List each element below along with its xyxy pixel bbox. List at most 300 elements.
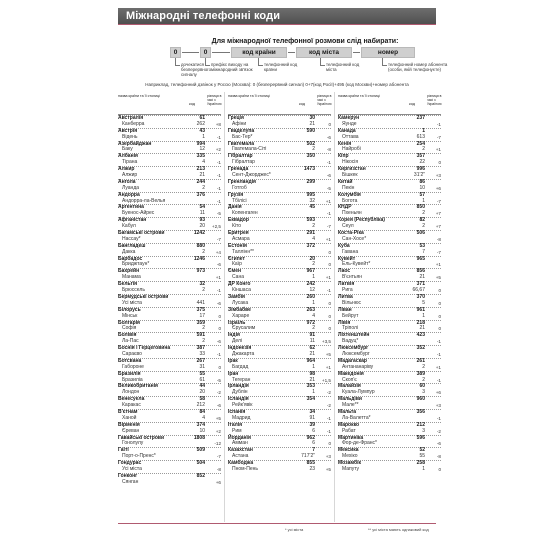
dial-code: 2 — [312, 146, 315, 153]
country-name: Ірландія — [228, 383, 249, 390]
dial-code: 61 — [199, 115, 205, 121]
time-difference: -7 — [436, 198, 441, 204]
dial-code: 441 — [196, 299, 205, 306]
dial-code: 61 — [199, 376, 205, 383]
dial-code: 267 — [196, 357, 205, 364]
country-name: Афганістан — [118, 217, 147, 224]
country-name: Естонія — [228, 242, 247, 249]
dial-code: 39 — [309, 421, 315, 428]
country-name: Гренландія — [228, 178, 256, 185]
dial-code: 299 — [306, 178, 315, 185]
country-name: Баку — [122, 146, 133, 153]
country-name: Бразилія — [118, 370, 141, 377]
dial-code: 20 — [199, 223, 205, 230]
country-name: Єреван — [122, 427, 140, 434]
time-difference: -1 — [436, 339, 441, 345]
country-name: Гватемала — [228, 140, 255, 147]
dial-code: 964 — [306, 357, 315, 364]
time-difference: 0 — [328, 300, 331, 306]
time-difference: +5 — [325, 466, 331, 472]
dial-code: 2 — [202, 287, 205, 294]
dial-code: 1473 — [303, 166, 315, 173]
dial-code: 213 — [196, 166, 205, 173]
country-name: Зімбабве — [228, 306, 251, 313]
country-name: Вадуц* — [342, 338, 359, 345]
dial-code: 20 — [199, 389, 205, 396]
dial-step-zero-2: 0 — [200, 47, 211, 58]
country-name: Литва — [338, 293, 353, 300]
time-difference: 0 — [438, 300, 441, 306]
dial-step-zero-1: 0 — [170, 47, 181, 58]
country-name: Корея (Республіка) — [338, 217, 385, 224]
time-difference: -1 — [216, 134, 221, 140]
time-difference: -1 — [326, 288, 331, 294]
country-name: Ангола — [118, 178, 136, 185]
dial-code: 590 — [306, 127, 315, 134]
country-name: Алжир — [118, 166, 135, 173]
dial-code: 370 — [416, 293, 425, 300]
country-name: Грузія — [228, 191, 244, 198]
dial-code: 855 — [306, 460, 315, 467]
country-name: В'єнтьян — [342, 274, 362, 281]
time-difference: -7 — [436, 134, 441, 140]
country-name: Іран — [228, 370, 239, 377]
dial-code: 996 — [416, 166, 425, 173]
country-row — [228, 422, 331, 429]
time-difference: -2 — [216, 390, 221, 396]
country-name: Вірменія — [118, 421, 140, 428]
time-difference: +2 — [215, 147, 221, 153]
time-difference: +1,5 — [321, 377, 331, 383]
time-difference: 0 — [438, 288, 441, 294]
country-name: Пном-Пень — [232, 465, 258, 472]
time-difference: -8 — [436, 454, 441, 460]
country-name: Буенос-Айрес — [122, 210, 155, 217]
country-name: Гаїті — [118, 447, 129, 454]
dial-code: 244 — [196, 178, 205, 185]
time-difference: +1 — [325, 198, 331, 204]
header-time-diff: різниця в часі з Україною — [317, 94, 332, 106]
header-country-name: назва країни та її столиці — [228, 94, 270, 98]
time-difference: -6 — [326, 173, 331, 179]
dial-code: 1 — [422, 465, 425, 472]
dial-code: 12 — [199, 146, 205, 153]
country-name: Болівія — [118, 332, 137, 339]
column-divider — [334, 92, 335, 522]
country-name: Кіпр — [338, 153, 349, 160]
country-name: Мадагаскар — [338, 357, 367, 364]
country-name: Сянган — [122, 478, 139, 485]
codes-column-3 — [338, 92, 441, 473]
country-name: Ізраїль — [228, 319, 246, 326]
dial-code: 852 — [196, 472, 205, 479]
country-row — [228, 332, 331, 339]
dial-code: 62 — [309, 345, 315, 352]
country-name: Сеул — [342, 223, 354, 230]
dial-code: 1242 — [193, 230, 205, 237]
country-name: Барбадос — [118, 255, 143, 262]
dial-code: 21 — [309, 376, 315, 383]
country-name: Брюссель — [122, 287, 145, 294]
country-name: Ліван — [338, 306, 352, 313]
country-name: Сана — [232, 274, 244, 281]
country-name: Асмара — [232, 235, 250, 242]
dial-code: 352 — [416, 345, 425, 352]
country-name: Кенія — [338, 140, 352, 147]
dial-code: 389 — [416, 370, 425, 377]
dial-code: 30 — [309, 115, 315, 121]
codes-column-1 — [118, 92, 221, 486]
country-name: Казахстан — [228, 447, 253, 454]
country-name: Куба — [338, 242, 350, 249]
country-name: Сараєво — [122, 350, 142, 357]
time-difference: +1 — [435, 147, 441, 153]
dial-code: 32 — [199, 281, 205, 288]
dial-code: 242 — [306, 281, 315, 288]
country-name: Азербайджан — [118, 140, 152, 147]
country-name: Хараре — [232, 312, 250, 319]
country-name: КНДР — [338, 204, 352, 211]
country-name: Мапуту — [342, 465, 360, 472]
time-difference: 0 — [328, 121, 331, 127]
country-name: ДР Конго — [228, 281, 251, 288]
country-name: Пекін — [342, 184, 355, 191]
column-divider — [224, 92, 225, 522]
dial-example-note: Наприклад, телефонний дзвінок у Россю (Москва): 0 (безперервний сигнал) 0+7(код Росії)+495 (код Москви)+номер абонента — [145, 82, 409, 87]
country-name: Бахрейн — [118, 268, 140, 275]
country-name: Албанія — [118, 153, 138, 160]
dial-code: 58 — [199, 396, 205, 403]
country-name: Македонія — [338, 370, 364, 377]
country-name: Відень — [122, 133, 138, 140]
time-difference: +5 — [215, 415, 221, 421]
dial-desc-number: телефонний номер абонента (особи, якій телефонуєте) — [388, 62, 448, 72]
dial-code: 506 — [416, 230, 425, 237]
country-name: Гваделупа — [228, 127, 255, 134]
country-name: Куала-Лумпур — [342, 389, 375, 396]
dial-code: 371 — [416, 281, 425, 288]
dial-code: 1 — [422, 127, 425, 134]
time-difference: -6 — [326, 134, 331, 140]
time-difference: 0 — [218, 313, 221, 319]
dial-code: 53 — [419, 242, 425, 249]
time-difference: 0 — [328, 262, 331, 268]
country-name: Кіншаса — [232, 287, 251, 294]
country-name: Багамські острови — [118, 230, 165, 237]
dial-code: 57 — [419, 191, 425, 198]
dial-code: 967 — [306, 268, 315, 275]
dial-heading: Для міжнародної телефонної розмови слід набирати: — [211, 38, 399, 45]
dial-code: 17 — [199, 312, 205, 319]
page-title: Міжнародні телефонні коди — [126, 10, 281, 22]
dial-code: 254 — [416, 140, 425, 147]
codes-column-2 — [228, 92, 331, 473]
country-name: Скоп'є — [342, 376, 357, 383]
time-difference: -1 — [216, 351, 221, 357]
country-name: В'єтнам — [118, 408, 138, 415]
time-difference: 0 — [328, 326, 331, 332]
time-difference: -1 — [326, 160, 331, 166]
time-difference: -8 — [216, 466, 221, 472]
dial-code: 66,67 — [412, 287, 425, 294]
time-difference: -7 — [326, 224, 331, 230]
country-name: Рейк'явік — [232, 402, 253, 409]
dial-code: 237 — [416, 115, 425, 121]
time-difference: 0 — [438, 160, 441, 166]
dial-code: 2 — [312, 325, 315, 332]
country-name: Бразиліа — [122, 376, 143, 383]
dial-code: 995 — [306, 191, 315, 198]
country-name: Дакка — [122, 248, 136, 255]
country-name: Бермудські острови — [118, 293, 169, 300]
dial-code: 7 — [312, 447, 315, 454]
dial-code: 2 — [312, 261, 315, 268]
time-difference: 0 — [218, 326, 221, 332]
dial-code: 357 — [416, 153, 425, 160]
country-name: Мальта — [338, 408, 357, 415]
time-difference: -1 — [326, 211, 331, 217]
country-name: Бейрут — [342, 312, 359, 319]
dial-leader-tick — [258, 65, 263, 66]
country-name: Гренада — [228, 166, 249, 173]
country-name: Оттава — [342, 133, 359, 140]
dial-code: 972 — [306, 319, 315, 326]
country-name: Дублін — [232, 389, 248, 396]
country-name: Данія — [228, 204, 242, 211]
dial-code: 10 — [199, 427, 205, 434]
dial-code: 856 — [416, 268, 425, 275]
time-difference: -5 — [216, 377, 221, 383]
dial-code: 261 — [416, 357, 425, 364]
country-name: Андорра — [118, 191, 140, 198]
dial-code: 591 — [196, 332, 205, 339]
dial-code: 21 — [309, 350, 315, 357]
country-name: Гавана — [342, 248, 359, 255]
time-difference: -2 — [326, 403, 331, 409]
country-name: Іспанія — [228, 408, 246, 415]
dial-code: 2 — [422, 223, 425, 230]
dial-connector — [353, 52, 360, 53]
country-name: Гібралтар — [232, 159, 255, 166]
page-title-bar — [118, 8, 436, 24]
country-name: Лівія — [338, 319, 351, 326]
time-difference: +1 — [325, 236, 331, 242]
time-difference: -1 — [436, 377, 441, 383]
country-name: Луанда — [122, 184, 140, 191]
dial-connector — [288, 52, 295, 53]
dial-code: 54 — [199, 204, 205, 211]
country-name: Ель-Кувейт* — [342, 261, 371, 268]
country-name: Мінськ — [122, 312, 138, 319]
country-name: Амман — [232, 440, 248, 447]
time-difference: +1 — [435, 364, 441, 370]
time-difference: -12 — [214, 441, 221, 447]
dial-code: 98 — [309, 370, 315, 377]
country-name: Індонезія — [228, 345, 252, 352]
dial-code: 1246 — [193, 255, 205, 262]
dial-code: 23 — [309, 465, 315, 472]
dial-code: 91 — [309, 332, 315, 339]
header-country-name: назва країни та її столиці — [338, 94, 380, 98]
time-difference: -8 — [326, 147, 331, 153]
country-name: Канада — [338, 127, 356, 134]
dial-code: 31'2" — [413, 172, 425, 179]
time-difference: -2 — [326, 390, 331, 396]
time-difference: -1 — [436, 121, 441, 127]
time-difference: -1 — [216, 198, 221, 204]
country-name: Білорусь — [118, 306, 141, 313]
column-header — [338, 92, 441, 115]
country-name: Джакарта — [232, 350, 255, 357]
time-difference: +5 — [325, 351, 331, 357]
dial-code: 374 — [196, 421, 205, 428]
dial-code: 31 — [199, 363, 205, 370]
country-name: Колумбія — [338, 191, 361, 198]
country-name: Габороне — [122, 363, 144, 370]
column-header — [228, 92, 331, 115]
time-difference: 0 — [438, 313, 441, 319]
dial-code: 21 — [309, 120, 315, 127]
dial-leader-tick — [175, 65, 180, 66]
country-name: Гібралтар — [228, 153, 253, 160]
dial-code: 20 — [309, 255, 315, 262]
time-difference: -1 — [326, 428, 331, 434]
country-name: Ліхтенштейн — [338, 332, 370, 339]
time-difference: 0 — [328, 249, 331, 255]
time-difference: +6 — [435, 390, 441, 396]
country-name: Гватемала-Сіті — [232, 146, 267, 153]
header-country-name: назва країни та її столиці — [118, 94, 160, 98]
time-difference: -2 — [436, 428, 441, 434]
country-name: Ірак — [228, 357, 238, 364]
country-name: Делі — [232, 338, 243, 345]
country-name: Марокко — [338, 421, 360, 428]
country-name: Бас-Тер* — [232, 133, 253, 140]
country-name: Мехіко — [342, 453, 358, 460]
dial-code: 263 — [306, 306, 315, 313]
time-difference: -6 — [216, 300, 221, 306]
dial-code: 6 — [312, 440, 315, 447]
time-difference: +6 — [215, 479, 221, 485]
time-difference: -1 — [436, 351, 441, 357]
country-name: Бельгія — [118, 281, 138, 288]
country-name: Сент-Джорджес* — [232, 172, 271, 179]
time-difference: 0 — [328, 313, 331, 319]
dial-code: 350 — [306, 153, 315, 160]
dial-code: 961 — [416, 306, 425, 313]
city-row — [118, 480, 221, 486]
dial-code: 2 — [202, 184, 205, 191]
time-difference: +1 — [215, 275, 221, 281]
country-name: Великобританія — [118, 383, 158, 390]
dial-step-city-code: код міста — [296, 47, 352, 58]
dial-code: 3 — [422, 427, 425, 434]
country-name: Антананаріву — [342, 363, 374, 370]
time-difference: -1 — [216, 160, 221, 166]
header-code: код — [189, 102, 195, 106]
city-row — [338, 467, 441, 473]
country-name: Рабат — [342, 427, 356, 434]
dial-code: 218 — [416, 319, 425, 326]
time-difference: -5 — [326, 185, 331, 191]
column-header — [118, 92, 221, 115]
country-name: Єгипет — [228, 255, 245, 262]
country-name: Латвія — [338, 281, 355, 288]
country-name: Найробі — [342, 146, 361, 153]
country-name: Мартиніка — [338, 434, 364, 441]
dial-desc-country: телефонний код країни — [264, 62, 298, 72]
dial-code: 1 — [312, 274, 315, 281]
title-divider — [118, 24, 436, 25]
dial-code: 10 — [419, 184, 425, 191]
dial-code: 258 — [416, 460, 425, 467]
header-code: код — [409, 102, 415, 106]
dial-desc-city: телефонний код міста — [326, 62, 360, 72]
dial-code: 4 — [312, 235, 315, 242]
country-name: Гавайські острови — [118, 434, 165, 441]
country-name: Кіто — [232, 223, 242, 230]
country-name: Австралія — [118, 115, 144, 121]
country-name: Кувейт — [338, 255, 356, 262]
country-name: Італія — [228, 421, 243, 428]
dial-code: 1808 — [193, 434, 205, 441]
country-name: Малайзія — [338, 383, 361, 390]
country-name: Мальдіви — [338, 396, 362, 403]
dial-code: 962 — [306, 434, 315, 441]
time-difference: -1 — [436, 415, 441, 421]
country-name: Порт-о-Пренс* — [122, 453, 156, 460]
time-difference: 0 — [438, 326, 441, 332]
country-name: Богота — [342, 197, 358, 204]
dial-code: 60 — [419, 383, 425, 390]
country-row — [228, 217, 331, 224]
country-name: Каракас — [122, 402, 141, 409]
dial-code: 11 — [199, 210, 205, 217]
dial-code: 387 — [196, 345, 205, 352]
country-name: Камерун — [338, 115, 360, 121]
country-name: Алжир — [122, 172, 138, 179]
dial-code: 509 — [196, 447, 205, 454]
dial-step-country-code: код країни — [231, 47, 287, 58]
dial-code: 356 — [416, 408, 425, 415]
country-name: Індія — [228, 332, 240, 339]
country-name: Таллінн** — [232, 248, 254, 255]
country-name: Киргизстан — [338, 166, 366, 173]
time-difference: -6 — [216, 339, 221, 345]
country-name: Ісландія — [228, 396, 249, 403]
time-difference: +7 — [435, 224, 441, 230]
country-name: Кабул — [122, 223, 136, 230]
column-body — [118, 115, 221, 486]
country-name: Бішкек — [342, 172, 358, 179]
dial-code: 21 — [199, 172, 205, 179]
country-name: Тегеран — [232, 376, 251, 383]
dial-desc-prefix: префікс виходу на міжнародний зв'язок — [211, 62, 253, 72]
country-name: Ємен — [228, 268, 242, 275]
dial-code: 2 — [202, 325, 205, 332]
column-body — [228, 115, 331, 473]
time-difference: -1 — [216, 173, 221, 179]
time-difference: -5 — [216, 211, 221, 217]
footnote-same-code: ** усі міста мають однаковий код — [368, 527, 429, 532]
country-name: Боснія і Герцеговина — [118, 345, 171, 352]
time-difference: -6 — [216, 262, 221, 268]
dial-code: 2 — [422, 376, 425, 383]
country-name: Ботсвана — [118, 357, 142, 364]
country-name: Гонконг — [118, 472, 138, 479]
dial-step-number: номер — [361, 47, 415, 58]
dial-code: 84 — [199, 408, 205, 415]
